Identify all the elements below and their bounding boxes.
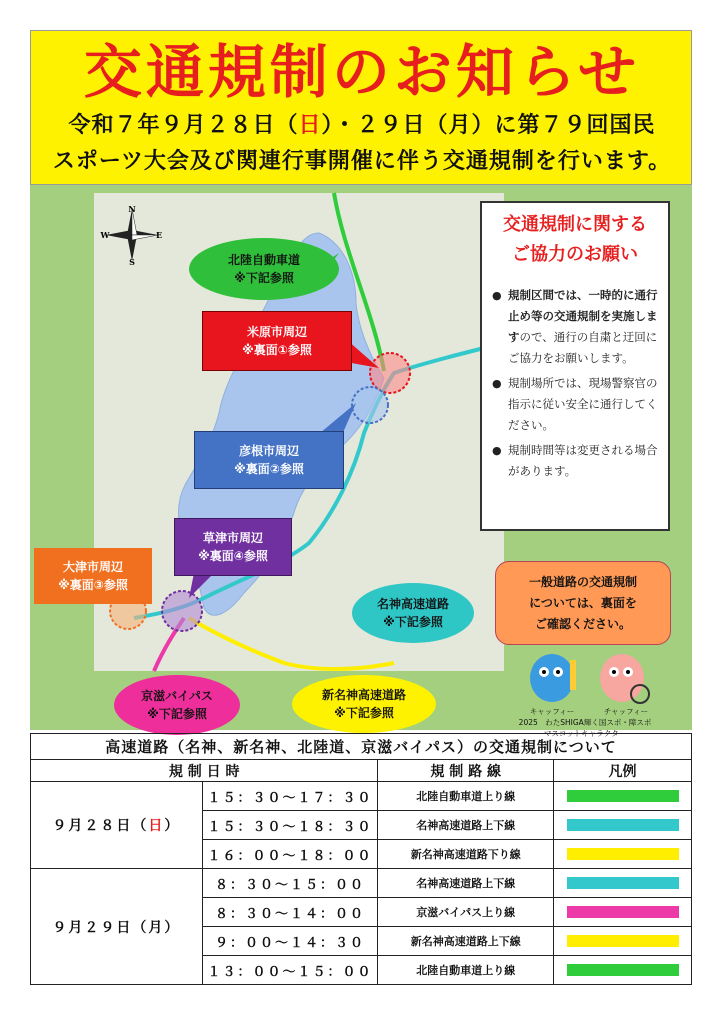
- compass-icon: [102, 205, 162, 265]
- route-map: [94, 193, 504, 671]
- bubble-maibara: 米原市周辺 ※裏面①参照: [202, 311, 352, 371]
- info-item-2: ● 規制場所では、現場警察官の指示に従い安全に通行してください。: [492, 373, 658, 436]
- mascot-caption-2: マスコットキャラクター: [543, 729, 627, 738]
- compass-e: E: [155, 230, 163, 240]
- compass-w: W: [100, 230, 110, 240]
- legend-swatch: [567, 877, 679, 889]
- bubble-shinmeishin: 新名神高速道路 ※下記参照: [292, 675, 436, 733]
- info-item-3: ● 規制時間等は変更される場合があります。: [492, 440, 658, 482]
- info-list: [492, 285, 658, 482]
- bubble-hikone: 彦根市周辺 ※裏面②参照: [194, 431, 344, 489]
- info-box: [480, 201, 670, 531]
- bubble-meishin: 名神高速道路 ※下記参照: [352, 583, 474, 643]
- col-route: 規 制 路 線: [378, 760, 554, 782]
- mascot-caption-1: 2025 わたSHIGA輝く国スポ・障スポ: [518, 718, 652, 727]
- general-road-callout: 一般道路の交通規制 については、裏面を ご確認ください。: [495, 561, 671, 645]
- bubble-hokuriku: 北陸自動車道 ※下記参照: [189, 238, 339, 300]
- table-row: １５：３０～１８：３０ 名神高速道路上下線: [31, 811, 692, 840]
- col-legend: 凡例: [554, 760, 692, 782]
- legend-swatch: [567, 848, 679, 860]
- table-row: １６：００～１８：００ 新名神高速道路下り線: [31, 840, 692, 869]
- legend-swatch: [567, 906, 679, 918]
- notice-page: [30, 30, 692, 990]
- table-row: ９月２８日（日） １５：３０～１７：３０ 北陸自動車道上り線: [31, 782, 692, 811]
- table-row: １３：００～１５：００ 北陸自動車道上り線: [31, 956, 692, 985]
- info-title-1: 交通規制に関する: [503, 214, 647, 235]
- info-item-1: ● 規制区間では、一時的に通行止め等の交通規制を実施しますので、通行の自粛と迂回にご協力をお願いします。: [492, 285, 658, 369]
- date-day1: ９月２８日（日）: [31, 782, 203, 869]
- date-day2: ９月２９日（月）: [31, 869, 203, 985]
- compass-rose: [102, 205, 162, 265]
- bubble-otsu: 大津市周辺 ※裏面③参照: [34, 548, 152, 604]
- mascot-area: [500, 650, 670, 738]
- compass-s: S: [129, 257, 135, 267]
- kusatsu-circle: [162, 591, 202, 631]
- bubble-keiji: 京滋バイパス ※下記参照: [114, 675, 240, 735]
- mascot-illustration: [500, 650, 670, 704]
- mascot-name-1: キャッフィー: [529, 707, 575, 716]
- compass-n: N: [128, 204, 136, 214]
- mascot-name-2: チャッフィー: [603, 707, 649, 716]
- subtitle-line-1: 令和７年９月２８日（日）・２９日（月）に第７９回国民: [68, 113, 656, 138]
- map-section: [30, 185, 692, 738]
- table-row: ９：００～１４：３０ 新名神高速道路上下線: [31, 927, 692, 956]
- header-banner: [30, 30, 692, 185]
- subtitle-line-2: スポーツ大会及び関連行事開催に伴う交通規制を行います。: [52, 149, 672, 174]
- regulation-table: [30, 733, 692, 985]
- page-title: 交通規制のお知らせ: [83, 38, 641, 106]
- table-row: ８：３０～１４：００ 京滋バイパス上り線: [31, 898, 692, 927]
- bubble-kusatsu: 草津市周辺 ※裏面④参照: [174, 518, 292, 576]
- table-row: ９月２９日（月） ８：３０～１５：００ 名神高速道路上下線: [31, 869, 692, 898]
- table-title: 高速道路（名神、新名神、北陸道、京滋バイパス）の交通規制について: [31, 734, 692, 760]
- legend-swatch: [567, 819, 679, 831]
- info-title-2: ご協力のお願い: [512, 244, 638, 265]
- legend-swatch: [567, 935, 679, 947]
- hikone-circle: [352, 387, 388, 423]
- legend-swatch: [567, 964, 679, 976]
- col-time: 規 制 日 時: [31, 760, 378, 782]
- legend-swatch: [567, 790, 679, 802]
